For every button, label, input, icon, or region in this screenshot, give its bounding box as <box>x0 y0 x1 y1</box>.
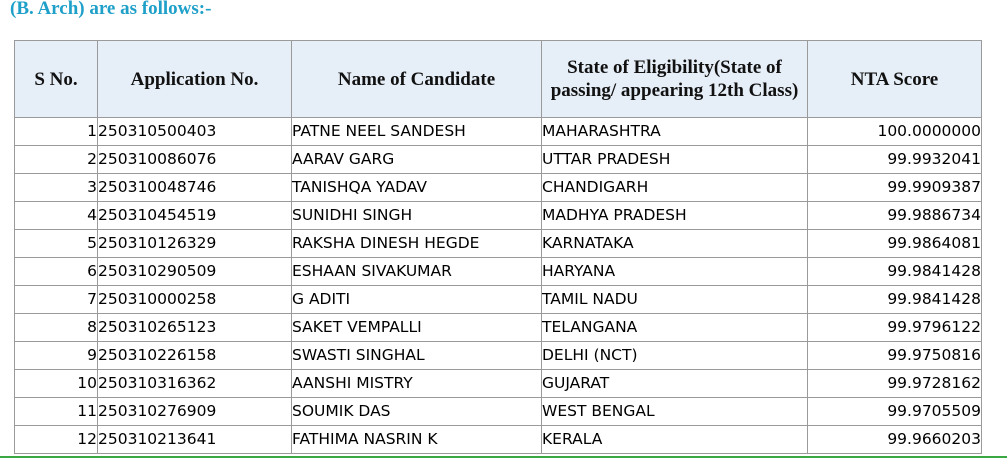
cell-application-no: 250310290509 <box>98 258 292 286</box>
header-score: NTA Score <box>808 41 982 118</box>
header-sno: S No. <box>15 41 98 118</box>
header-name: Name of Candidate <box>292 41 542 118</box>
cell-nta-score: 99.9841428 <box>808 258 982 286</box>
cell-candidate-name: SAKET VEMPALLI <box>292 314 542 342</box>
toppers-table <box>14 40 982 454</box>
table-row <box>15 202 982 230</box>
cell-application-no: 250310316362 <box>98 370 292 398</box>
cell-candidate-name: ESHAAN SIVAKUMAR <box>292 258 542 286</box>
cell-nta-score: 99.9728162 <box>808 370 982 398</box>
cell-candidate-name: FATHIMA NASRIN K <box>292 426 542 454</box>
table-row <box>15 426 982 454</box>
cell-sno: 8 <box>15 314 98 342</box>
cell-application-no: 250310276909 <box>98 398 292 426</box>
header-row <box>15 41 982 118</box>
section-heading: (B. Arch) are as follows:- <box>10 0 212 19</box>
cell-application-no: 250310000258 <box>98 286 292 314</box>
cell-state: MADHYA PRADESH <box>542 202 808 230</box>
cell-state: CHANDIGARH <box>542 174 808 202</box>
cell-nta-score: 99.9886734 <box>808 202 982 230</box>
cell-sno: 10 <box>15 370 98 398</box>
cell-application-no: 250310086076 <box>98 146 292 174</box>
cell-application-no: 250310213641 <box>98 426 292 454</box>
table-row <box>15 342 982 370</box>
table-body <box>15 118 982 454</box>
cell-sno: 6 <box>15 258 98 286</box>
cell-sno: 7 <box>15 286 98 314</box>
cell-nta-score: 99.9864081 <box>808 230 982 258</box>
table-row <box>15 314 982 342</box>
cell-candidate-name: SOUMIK DAS <box>292 398 542 426</box>
cell-application-no: 250310126329 <box>98 230 292 258</box>
cell-candidate-name: TANISHQA YADAV <box>292 174 542 202</box>
cell-state: KARNATAKA <box>542 230 808 258</box>
cell-sno: 3 <box>15 174 98 202</box>
cell-sno: 2 <box>15 146 98 174</box>
cell-candidate-name: SWASTI SINGHAL <box>292 342 542 370</box>
header-application-no: Application No. <box>98 41 292 118</box>
table-row <box>15 258 982 286</box>
cell-application-no: 250310454519 <box>98 202 292 230</box>
cell-candidate-name: RAKSHA DINESH HEGDE <box>292 230 542 258</box>
cell-state: UTTAR PRADESH <box>542 146 808 174</box>
cell-candidate-name: PATNE NEEL SANDESH <box>292 118 542 146</box>
cell-application-no: 250310500403 <box>98 118 292 146</box>
cell-nta-score: 99.9705509 <box>808 398 982 426</box>
table-row <box>15 370 982 398</box>
footer-divider <box>0 456 1007 458</box>
cell-candidate-name: AANSHI MISTRY <box>292 370 542 398</box>
cell-application-no: 250310226158 <box>98 342 292 370</box>
cell-application-no: 250310048746 <box>98 174 292 202</box>
cell-state: DELHI (NCT) <box>542 342 808 370</box>
cell-nta-score: 99.9932041 <box>808 146 982 174</box>
table-row <box>15 230 982 258</box>
cell-candidate-name: G ADITI <box>292 286 542 314</box>
table-row <box>15 286 982 314</box>
cell-nta-score: 99.9750816 <box>808 342 982 370</box>
cell-sno: 1 <box>15 118 98 146</box>
cell-state: GUJARAT <box>542 370 808 398</box>
header-state: State of Eligibility(State of passing/ appearing 12th Class) <box>542 41 808 118</box>
table-row <box>15 398 982 426</box>
cell-candidate-name: SUNIDHI SINGH <box>292 202 542 230</box>
cell-nta-score: 99.9909387 <box>808 174 982 202</box>
table-row <box>15 174 982 202</box>
cell-state: WEST BENGAL <box>542 398 808 426</box>
cell-state: MAHARASHTRA <box>542 118 808 146</box>
cell-application-no: 250310265123 <box>98 314 292 342</box>
cell-sno: 12 <box>15 426 98 454</box>
cell-nta-score: 99.9841428 <box>808 286 982 314</box>
table-row <box>15 118 982 146</box>
cell-sno: 5 <box>15 230 98 258</box>
cell-state: TAMIL NADU <box>542 286 808 314</box>
cell-nta-score: 100.0000000 <box>808 118 982 146</box>
cell-nta-score: 99.9660203 <box>808 426 982 454</box>
cell-nta-score: 99.9796122 <box>808 314 982 342</box>
table-header <box>15 41 982 118</box>
cell-sno: 11 <box>15 398 98 426</box>
cell-candidate-name: AARAV GARG <box>292 146 542 174</box>
cell-sno: 4 <box>15 202 98 230</box>
cell-state: KERALA <box>542 426 808 454</box>
cell-sno: 9 <box>15 342 98 370</box>
table-row <box>15 146 982 174</box>
cell-state: HARYANA <box>542 258 808 286</box>
cell-state: TELANGANA <box>542 314 808 342</box>
